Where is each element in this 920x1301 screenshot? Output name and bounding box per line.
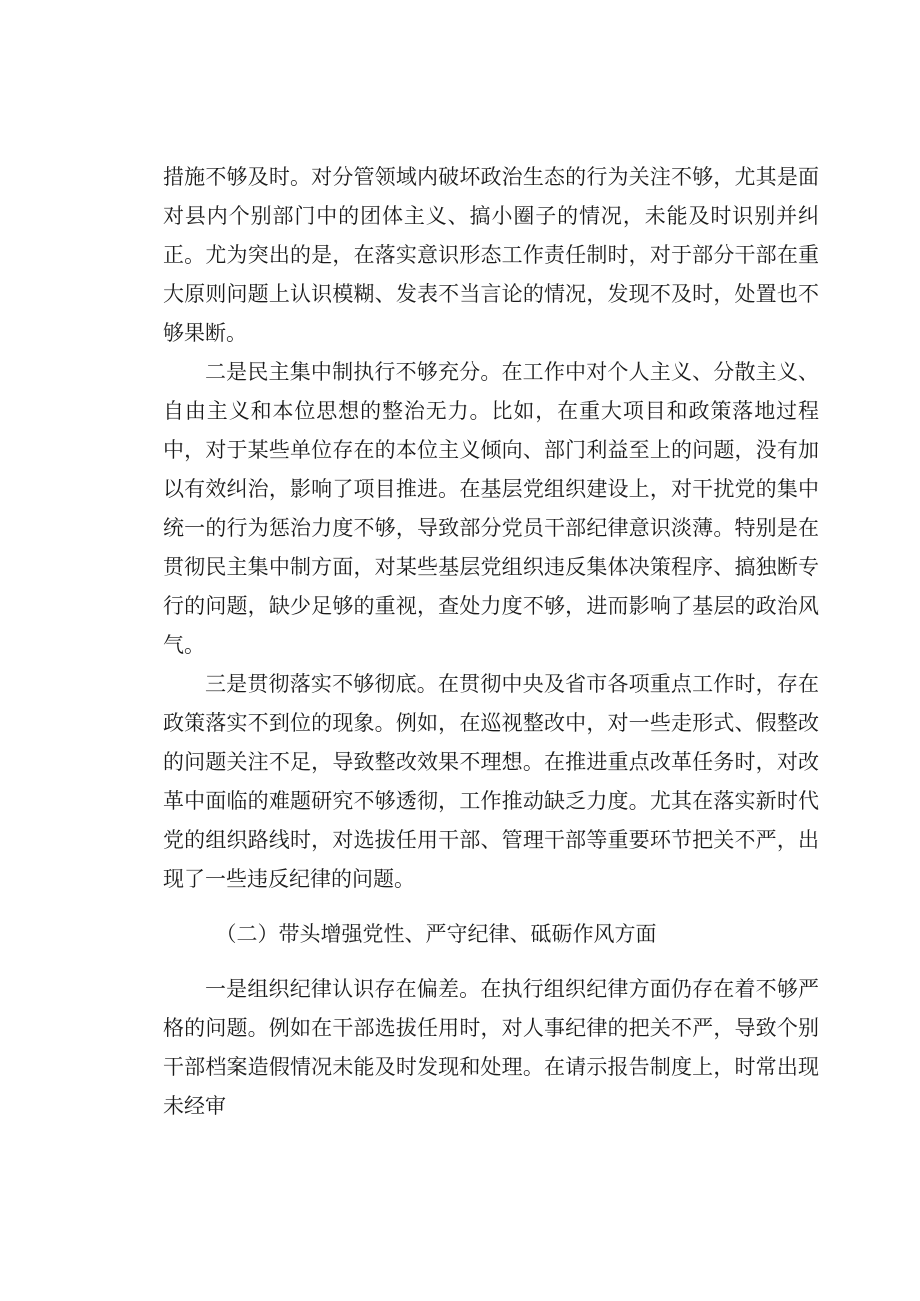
- paragraph-continuation: 措施不够及时。对分管领域内破坏政治生态的行为关注不够，尤其是面对县内个别部门中的团体主义、搞小圈子的情况，未能及时识别并纠正。尤为突出的是，在落实意识形态工作责任制时，对于部分干部在重大原则问题上认识模糊、发表不当言论的情况，发现不及时，处置也不够果断。: [163, 165, 819, 345]
- paragraph-organizational-discipline: 一是组织纪律认识存在偏差。在执行组织纪律方面仍存在着不够严格的问题。例如在干部选拔任用时，对人事纪律的把关不严，导致个别干部档案造假情况未能及时发现和处理。在请示报告制度上，时常出现未经审: [163, 977, 819, 1118]
- paragraph-democratic-centralism: 二是民主集中制执行不够充分。在工作中对个人主义、分散主义、自由主义和本位思想的整治无力。比如，在重大项目和政策落地过程中，对于某些单位存在的本位主义倾向、部门利益至上的问题，没有加以有效纠治，影响了项目推进。在基层党组织建设上，对干扰党的集中统一的行为惩治力度不够，导致部分党员干部纪律意识淡薄。特别是在贯彻民主集中制方面，对某些基层党组织违反集体决策程序、搞独断专行的问题，缺少足够的重视，查处力度不够，进而影响了基层的政治风气。: [163, 360, 819, 657]
- paragraph-implementation: 三是贯彻落实不够彻底。在贯彻中央及省市各项重点工作时，存在政策落实不到位的现象。例如，在巡视整改中，对一些走形式、假整改的问题关注不足，导致整改效果不理想。在推进重点改革任务时，对改革中面临的难题研究不够透彻，工作推动缺乏力度。尤其在落实新时代党的组织路线时，对选拔任用干部、管理干部等重要环节把关不严，出现了一些违反纪律的问题。: [163, 672, 819, 891]
- document-body: [163, 158, 819, 1126]
- section-heading: （二）带头增强党性、严守纪律、砥砺作风方面: [215, 922, 657, 946]
